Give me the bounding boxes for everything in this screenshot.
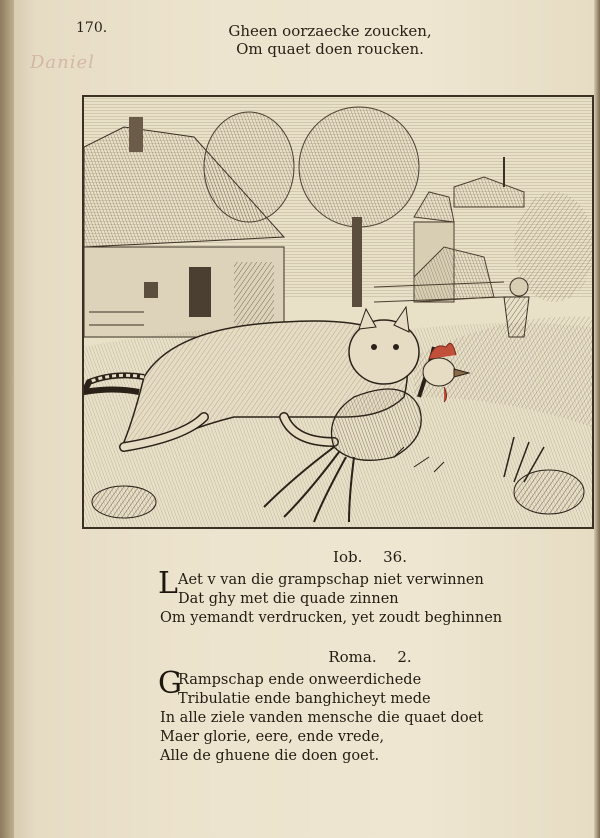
scripture-passage-2 bbox=[160, 648, 580, 766]
passage-2-dropcap: G bbox=[158, 666, 182, 701]
passage-1-line-1: Aet v van die grampschap niet verwinnen bbox=[178, 572, 484, 588]
page-motto bbox=[150, 22, 510, 58]
page-number: 170. bbox=[76, 20, 108, 36]
page-edge bbox=[594, 0, 600, 838]
passage-1-line-2: Dat ghy met die quade zinnen bbox=[178, 591, 399, 607]
passage-2-line-2: Tribulatie ende banghicheyt mede bbox=[178, 691, 431, 707]
passage-2-reference: Roma. 2. bbox=[328, 648, 412, 666]
passage-1-line-3: Om yemandt verdrucken, yet zoudt beghinnen bbox=[160, 610, 503, 626]
passage-2-line-4: Maer glorie, eere, ende vrede, bbox=[160, 729, 385, 745]
passage-2-line-5: Alle de ghuene die doen goet. bbox=[160, 748, 380, 764]
motto-line-1: Gheen oorzaecke zoucken, bbox=[228, 22, 432, 40]
passage-2-line-3: In alle ziele vanden mensche die quaet doet bbox=[160, 710, 484, 726]
passage-1-dropcap: L bbox=[158, 566, 178, 601]
passage-1-verse bbox=[158, 566, 580, 628]
engraving-plate bbox=[82, 95, 594, 529]
passage-2-line-1: Rampschap ende onweerdichede bbox=[178, 672, 422, 688]
motto-line-2: Om quaet doen roucken. bbox=[236, 40, 424, 58]
passage-1-reference: Iob. 36. bbox=[333, 548, 407, 566]
book-spine bbox=[0, 0, 14, 838]
scripture-passage-1 bbox=[160, 548, 580, 628]
cat-and-rooster-engraving-icon bbox=[84, 97, 592, 527]
ownership-stamp: Daniel bbox=[30, 52, 95, 73]
passage-2-verse bbox=[158, 666, 580, 766]
